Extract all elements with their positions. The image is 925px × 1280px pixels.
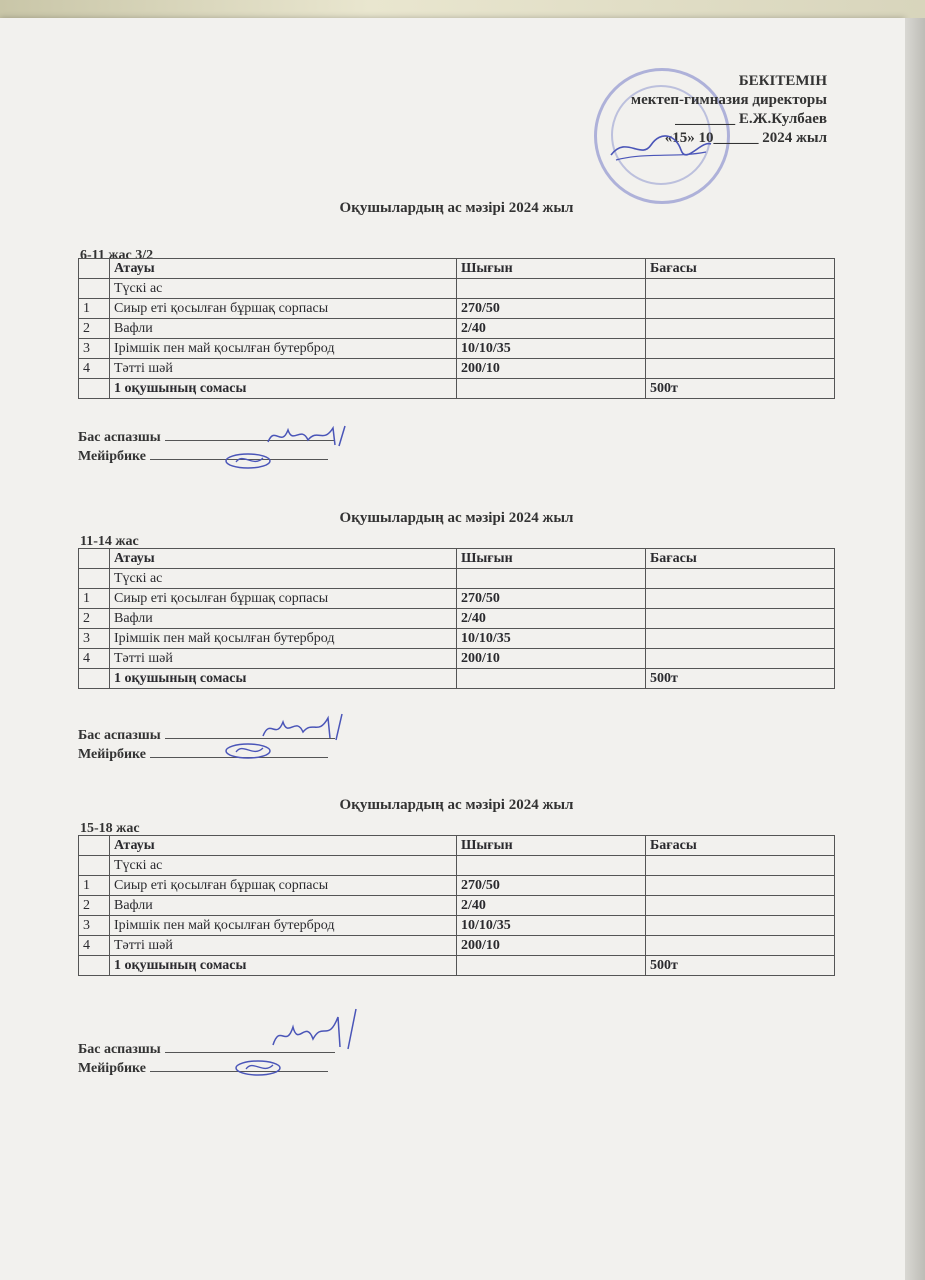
chef-signature-line: Бас аспазшы [78,1040,335,1059]
table-row: 1 Сиыр еті қосылған бұршақ сорпасы 270/50 [79,589,835,609]
page-edge [905,18,925,1280]
menu-section-1 [78,200,835,480]
nurse-signature [218,738,288,762]
table-row: 4 Тәтті шәй 200/10 [79,649,835,669]
menu-table [78,835,835,976]
table-row: 2 Вафли 2/40 [79,896,835,916]
chef-signature-line: Бас аспазшы [78,428,335,447]
table-row: 2 Вафли 2/40 [79,319,835,339]
menu-section-2 [78,510,835,770]
director-signature [606,130,716,170]
nurse-signature-line: Мейірбике [78,447,335,466]
table-row: 4 Тәтті шәй 200/10 [79,936,835,956]
approval-name: Е.Ж.Кулбаев [738,111,827,127]
table-row: 3 Ірімшік пен май қосылған бутерброд 10/10/35 [79,339,835,359]
table-header-row: Атауы Шығын Бағасы [79,549,835,569]
total-row: 1 оқушының сомасы 500т [79,669,835,689]
table-row: 1 Сиыр еті қосылған бұршақ сорпасы 270/50 [79,876,835,896]
date-month: 10 [698,130,714,146]
nurse-signature-line: Мейірбике [78,1059,335,1078]
age-group: 6-11 жас 3/2 [80,248,154,263]
nurse-signature [218,448,288,472]
approval-position: мектеп-гимназия директоры [630,92,827,108]
meal-row [79,279,835,299]
section-title: Оқушылардың ас мәзірі 2024 жыл [339,200,574,216]
section-title: Оқушылардың ас мәзірі 2024 жыл [339,510,574,526]
header-price: Бағасы [646,259,835,279]
date-day: 15 [672,130,688,146]
table-row: 4 Тәтті шәй 200/10 [79,359,835,379]
header-output: Шығын [457,259,646,279]
table-row: 3 Ірімшік пен май қосылған бутерброд 10/10/35 [79,916,835,936]
table-header-row: Атауы Шығын Бағасы [79,836,835,856]
approval-name-line: ________ Е.Ж.Кулбаев [675,111,827,127]
table-row: 2 Вафли 2/40 [79,609,835,629]
date-year: 2024 жыл [762,130,827,146]
meal-label: Түскі ас [110,279,457,299]
table-row: 1 Сиыр еті қосылған бұршақ сорпасы 270/50 [79,299,835,319]
age-group: 15-18 жас [80,821,140,836]
header-name: Атауы [110,259,457,279]
meal-row: Түскі ас [79,856,835,876]
age-group: 11-14 жас [80,534,139,549]
meal-row: Түскі ас [79,569,835,589]
chef-signature [268,1005,368,1055]
nurse-signature [228,1055,298,1079]
section-title: Оқушылардың ас мәзірі 2024 жыл [339,797,574,813]
menu-section-3 [78,797,835,1087]
approval-title: БЕКІТЕМІН [738,73,827,89]
chef-signature-line: Бас аспазшы [78,726,335,745]
total-row: 1 оқушының сомасы 500т [79,956,835,976]
total-value: 500т [646,379,835,399]
approval-date: «15» 10______ 2024 жыл [664,130,827,146]
nurse-signature-line: Мейірбике [78,745,335,764]
total-row: 1 оқушының сомасы 500т [79,379,835,399]
table-header-row [79,259,835,279]
table-row: 3 Ірімшік пен май қосылған бутерброд 10/10/35 [79,629,835,649]
menu-table [78,548,835,689]
chef-signature [263,420,363,450]
menu-table [78,258,835,399]
